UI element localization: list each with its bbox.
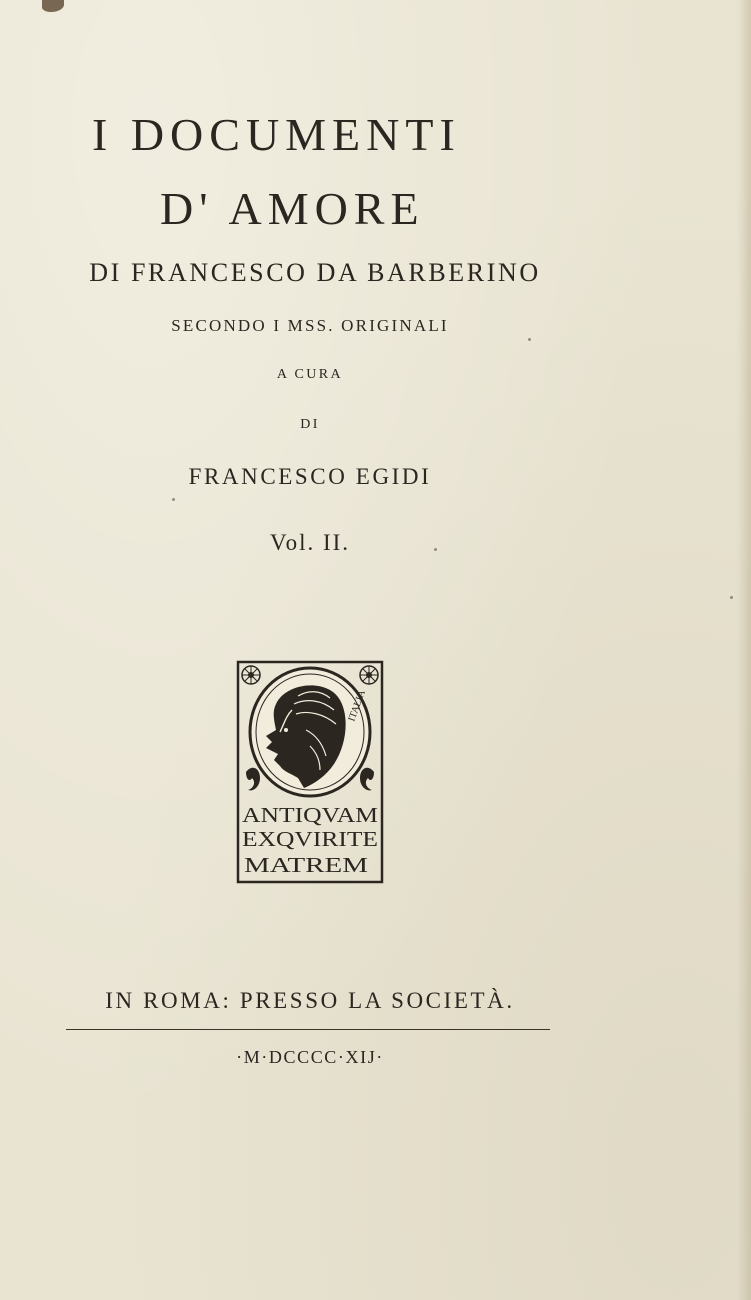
dolphin-right-icon xyxy=(360,768,374,791)
divider-rule xyxy=(66,1029,550,1030)
curator-intro: A CURA xyxy=(276,367,344,382)
publisher-line: IN ROMA: PRESSO LA SOCIETÀ. xyxy=(105,988,515,1013)
paper-speck xyxy=(172,498,175,501)
page-edge-shadow xyxy=(737,0,751,1300)
author-line: DI FRANCESCO DA BARBERINO xyxy=(89,258,541,287)
rosette-right-icon xyxy=(360,666,378,684)
medallion-legend: ITALIA xyxy=(346,688,368,724)
motto-line-1: ANTIQVAM xyxy=(242,803,379,827)
medallion-head-icon xyxy=(250,668,370,796)
volume-number: Vol. II. xyxy=(269,530,351,555)
paper-speck xyxy=(434,548,437,551)
motto-line-2: EXQVIRITE xyxy=(242,827,378,851)
subtitle: SECONDO I MSS. ORIGINALI xyxy=(171,316,449,335)
corner-stain xyxy=(42,0,64,12)
paper-speck xyxy=(730,596,733,599)
printer-device-emblem xyxy=(236,660,384,884)
rosette-left-icon xyxy=(242,666,260,684)
curator-di: DI xyxy=(300,417,320,432)
paper-speck xyxy=(528,338,531,341)
publication-year: ·M·DCCCC·XIJ· xyxy=(236,1047,384,1067)
motto-line-3: MATREM xyxy=(244,853,369,877)
title-line-2: D' AMORE xyxy=(160,183,425,234)
title-line-1: I DOCUMENTI xyxy=(92,109,461,160)
editor-name: FRANCESCO EGIDI xyxy=(188,464,432,489)
dolphin-left-icon xyxy=(246,768,260,791)
